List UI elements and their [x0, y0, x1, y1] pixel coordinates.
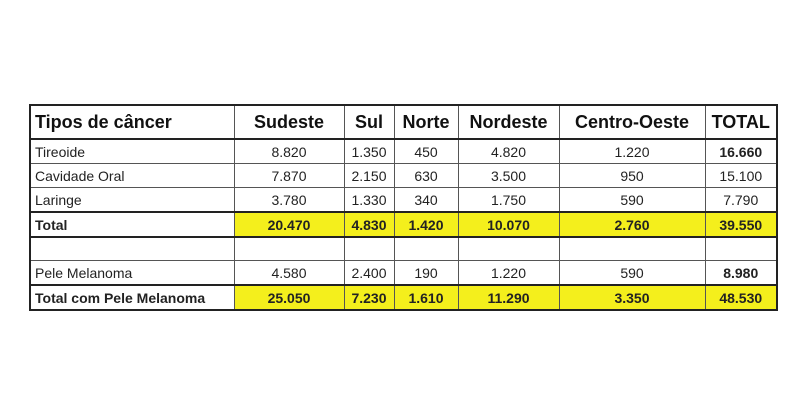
- header-row: [30, 105, 777, 139]
- row-label: Laringe: [30, 188, 234, 213]
- value-cell: 11.290: [458, 285, 559, 310]
- table-body: [30, 139, 777, 310]
- header-sul: Sul: [344, 105, 394, 139]
- header-centro-oeste: Centro-Oeste: [559, 105, 705, 139]
- row-total-cell: 15.100: [705, 164, 777, 188]
- value-cell: 10.070: [458, 212, 559, 237]
- value-cell: 190: [394, 261, 458, 286]
- header-total: TOTAL: [705, 105, 777, 139]
- value-cell: 8.820: [234, 139, 344, 164]
- value-cell: 1.420: [394, 212, 458, 237]
- header-nordeste: Nordeste: [458, 105, 559, 139]
- value-cell: 3.350: [559, 285, 705, 310]
- row-label: Tireoide: [30, 139, 234, 164]
- value-cell: 1.350: [344, 139, 394, 164]
- value-cell: [458, 237, 559, 261]
- row-label: [30, 237, 234, 261]
- row-total-cell: 16.660: [705, 139, 777, 164]
- total-row: [30, 285, 777, 310]
- value-cell: 3.780: [234, 188, 344, 213]
- value-cell: [344, 237, 394, 261]
- value-cell: 450: [394, 139, 458, 164]
- row-total-cell: 7.790: [705, 188, 777, 213]
- header-sudeste: Sudeste: [234, 105, 344, 139]
- value-cell: 7.870: [234, 164, 344, 188]
- table-row: [30, 188, 777, 213]
- total-row: [30, 212, 777, 237]
- value-cell: 1.610: [394, 285, 458, 310]
- row-total-cell: 48.530: [705, 285, 777, 310]
- blank-row: [30, 237, 777, 261]
- value-cell: 630: [394, 164, 458, 188]
- value-cell: 3.500: [458, 164, 559, 188]
- value-cell: 2.400: [344, 261, 394, 286]
- row-label: Cavidade Oral: [30, 164, 234, 188]
- table-row: [30, 261, 777, 286]
- value-cell: 20.470: [234, 212, 344, 237]
- value-cell: 1.220: [559, 139, 705, 164]
- value-cell: 590: [559, 261, 705, 286]
- table-row: [30, 164, 777, 188]
- row-label: Total: [30, 212, 234, 237]
- value-cell: 4.820: [458, 139, 559, 164]
- value-cell: 1.220: [458, 261, 559, 286]
- value-cell: 340: [394, 188, 458, 213]
- value-cell: [394, 237, 458, 261]
- row-total-cell: 39.550: [705, 212, 777, 237]
- row-label: Pele Melanoma: [30, 261, 234, 286]
- header-tipos: Tipos de câncer: [30, 105, 234, 139]
- cancer-incidence-table: [29, 104, 778, 311]
- value-cell: 2.760: [559, 212, 705, 237]
- value-cell: [234, 237, 344, 261]
- value-cell: 4.580: [234, 261, 344, 286]
- value-cell: 7.230: [344, 285, 394, 310]
- table-row: [30, 139, 777, 164]
- row-label: Total com Pele Melanoma: [30, 285, 234, 310]
- value-cell: 590: [559, 188, 705, 213]
- value-cell: 25.050: [234, 285, 344, 310]
- value-cell: 2.150: [344, 164, 394, 188]
- value-cell: 1.330: [344, 188, 394, 213]
- row-total-cell: 8.980: [705, 261, 777, 286]
- header-norte: Norte: [394, 105, 458, 139]
- value-cell: [559, 237, 705, 261]
- value-cell: 1.750: [458, 188, 559, 213]
- value-cell: 4.830: [344, 212, 394, 237]
- value-cell: 950: [559, 164, 705, 188]
- row-total-cell: [705, 237, 777, 261]
